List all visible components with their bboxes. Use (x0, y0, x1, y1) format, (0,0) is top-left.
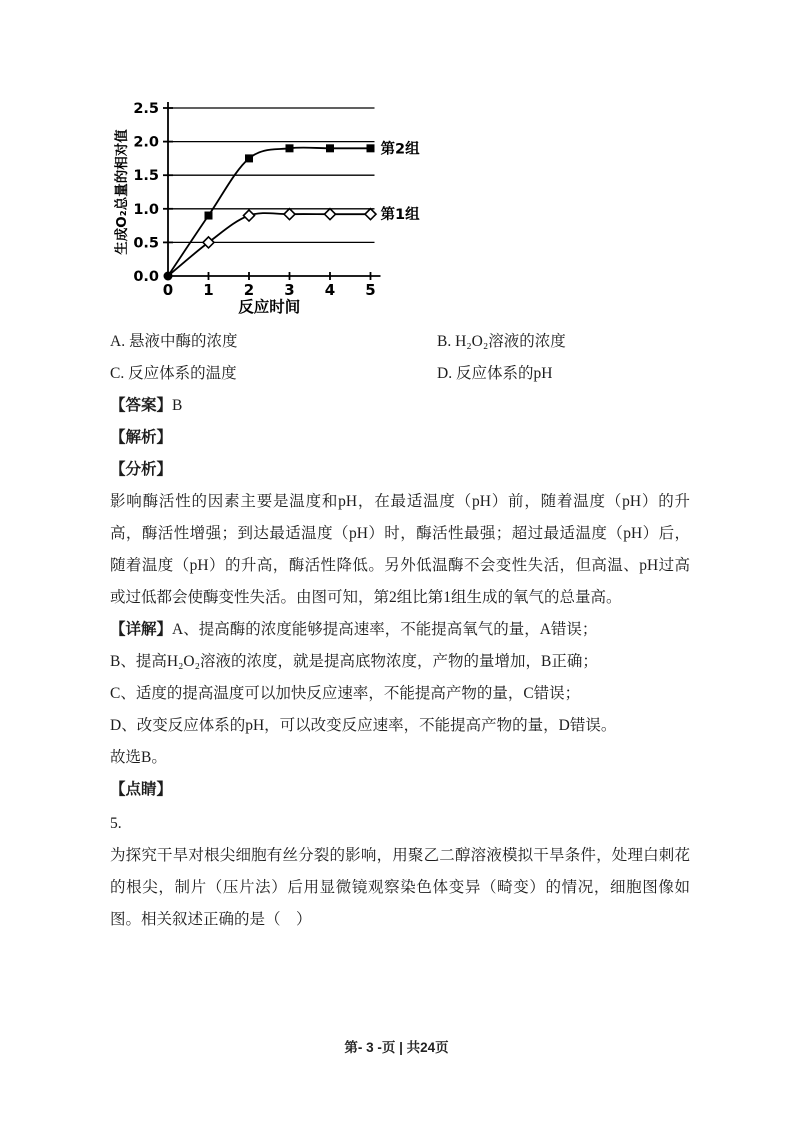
detail-tag: 【详解】 (110, 621, 173, 638)
question5-text: 为探究干旱对根尖细胞有丝分裂的影响，用聚乙二醇溶液模拟干旱条件，处理白刺花的根尖，制片（压片法）后用显微镜观察染色体变异（畸变）的情况，细胞图像如图。相关叙述正确的是（ ） (110, 847, 690, 928)
detail-line-b: B、提高H₂O₂溶液的浓度，就是提高底物浓度，产物的量增加，B正确； (110, 653, 598, 670)
svg-text:生成O₂总量的相对值: 生成O₂总量的相对值 (114, 129, 130, 255)
conclusion-line: 故选B。 (110, 749, 167, 766)
page-footer: 第- 3 -页 | 共24页 (344, 1040, 449, 1055)
svg-text:3: 3 (284, 281, 295, 299)
jiexi-tag: 【解析】 (110, 429, 173, 446)
svg-text:2.5: 2.5 (133, 101, 159, 117)
svg-text:1: 1 (203, 281, 214, 299)
detail-line-a (110, 614, 690, 646)
options-row-ab (110, 326, 690, 358)
fenxi-line (110, 454, 690, 486)
question4-block (110, 326, 690, 806)
svg-text:2: 2 (243, 281, 255, 299)
options-row-cd (110, 358, 690, 390)
svg-text:第1组: 第1组 (380, 207, 420, 224)
svg-text:0.5: 0.5 (133, 235, 159, 252)
page-content (110, 0, 690, 936)
o2-chart-figure (110, 96, 455, 324)
svg-text:5: 5 (365, 281, 376, 299)
analysis-paragraph: 影响酶活性的因素主要是温度和pH，在最适温度（pH）前，随着温度（pH）的升高，酶活性增强；到达最适温度（pH）时，酶活性最强；超过最适温度（pH）后，随着温度（pH）的升高，酶活性降低。另外低温酶不会变性失活，但高温、pH过高或过低都会使酶变性失活。由图可知，第2组比第1组生成的氧气的总量高。 (110, 493, 690, 606)
answer-tag: 【答案】 (110, 397, 173, 414)
svg-text:4: 4 (324, 281, 336, 299)
dianjing-tag: 【点睛】 (110, 781, 173, 798)
detail-line-d: D、改变反应体系的pH，可以改变反应速率，不能提高产物的量，D错误。 (110, 717, 617, 734)
option-b: B. H₂O₂溶液的浓度 (437, 333, 566, 350)
detail-line-c: C、适度的提高温度可以加快反应速率，不能提高产物的量，C错误； (110, 685, 581, 702)
option-d: D. 反应体系的pH (437, 365, 553, 382)
option-a: A. 悬液中酶的浓度 (110, 333, 238, 350)
detail-text-a: A、提高酶的浓度能够提高速率，不能提高氧气的量，A错误； (172, 621, 598, 638)
answer-value: B (172, 397, 183, 414)
option-c: C. 反应体系的温度 (110, 365, 237, 382)
svg-text:0: 0 (162, 281, 174, 299)
fenxi-tag: 【分析】 (110, 461, 173, 478)
svg-text:第2组: 第2组 (380, 141, 420, 158)
svg-text:1.0: 1.0 (133, 201, 159, 218)
answer-line (110, 390, 690, 422)
svg-text:1.5: 1.5 (133, 168, 159, 185)
o2-production-line-chart (110, 96, 455, 324)
dianjing-line (110, 774, 690, 806)
question5-number: 5. (110, 815, 122, 832)
jiexi-line (110, 422, 690, 454)
question5-block (110, 808, 690, 936)
svg-text:2.0: 2.0 (133, 134, 159, 151)
svg-text:0.0: 0.0 (133, 269, 159, 285)
svg-text:反应时间: 反应时间 (238, 298, 301, 316)
